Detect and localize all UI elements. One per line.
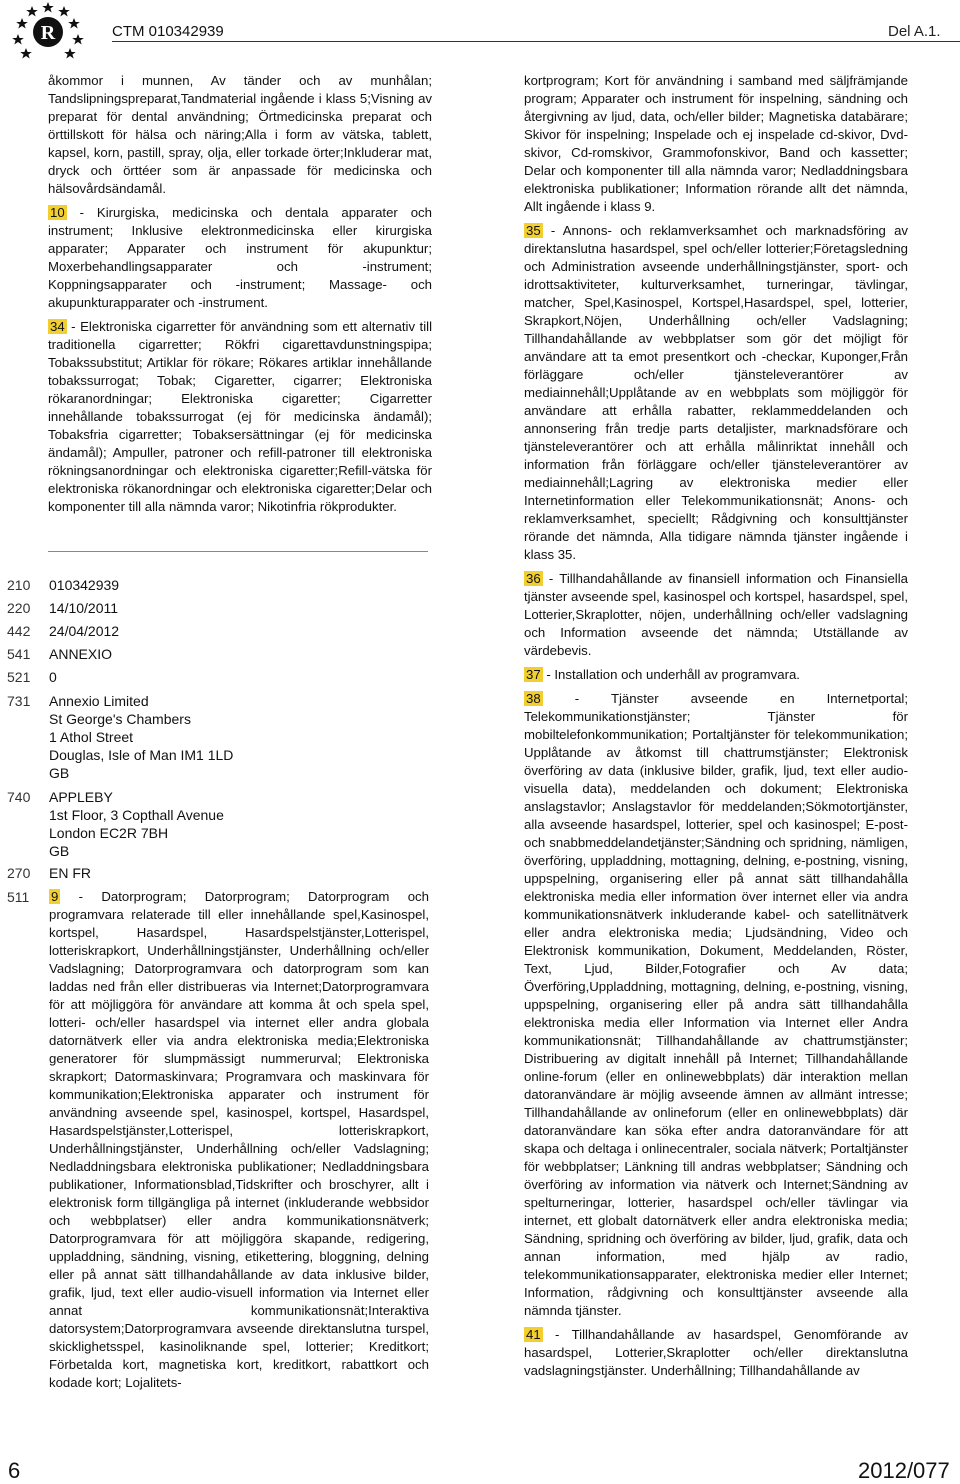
page-number: 6	[8, 1458, 21, 1483]
bulletin-issue: 2012/077	[858, 1458, 950, 1483]
right-column	[524, 72, 908, 1386]
goods-paragraph	[48, 72, 432, 198]
document-id: CTM 010342939	[112, 23, 224, 40]
application-number: 010342939	[49, 577, 120, 593]
class-number-badge: 41	[526, 1327, 541, 1342]
filing-date: 14/10/2011	[49, 600, 119, 616]
mark-word: ANNEXIO	[49, 646, 113, 662]
class-38-paragraph	[524, 690, 908, 1320]
paragraph-text: - Tillhandahållande av finansiell information och Finansiella tjänster avseende spel, kasinospel och kortspel, hasardspel, spel, Lotterier,Skraplotter, nöjen, underhållning och/eller vadslagning och Information avseende det nämnda; Utställande av värdebevis.	[524, 571, 908, 658]
paragraph-text: åkommor i munnen, Av tänder och av munhålan; Tandslipningspreparat,Tandmaterial ingående i klass 5;Visning av preparat för dental användning; Örtmedicinska preparat och örttillskott för hälsa och näring;Alla i form av vätska, tablett, kapsel, korn, pastill, spray, olja, eller torkade örter;Inkluderar mat, dryck och örttéer som är anpassade för medicinska och hälsovårdsändamål.	[48, 73, 432, 196]
paragraph-text: - Elektroniska cigarretter för användning som ett alternativ till traditionella cigarretter; Rökfri cigarettavdunstningspipa; Tobakssubstitut; Artiklar för rökare; Rökares artiklar innehållande tobakssurrogat; Tobak; Cigaretter, cigarrer; Elektroniska rökaranordningar; Elektroniska cigaretter; Cigarretter innehållande tobakssurrogat (ej för medicinska ändamål); Tobaksfria cigarretter; Tobaksersättningar (ej för medicinska ändamål); Ampuller, patroner och refill-patroner till elektroniska rökningsanordningar och elektroniska cigaretter;Refill-vätska för elektroniska rökanordningar och elektroniska cigaretter;Delar och komponenter till alla nämnda varor; Nikotinfria rökprodukter.	[48, 319, 432, 514]
paragraph-text: - Installation och underhåll av programvara.	[542, 667, 800, 682]
inid-code: 521	[7, 669, 31, 685]
class-number-badge: 36	[526, 571, 541, 586]
class-35-paragraph	[524, 222, 908, 564]
languages: EN FR	[49, 865, 91, 881]
inid-code: 511	[7, 889, 30, 905]
publication-date: 24/04/2012	[49, 623, 120, 639]
paragraph-text: - Annons- och reklamverksamhet och marknadsföring av direktanslutna hasardspel, spel och/eller lotterier;Företagsledning och Administration avseende underhållningstjänster, sport- och idrottsaktiviteter, kulturverksamhet, turneringar, tävlingar, matcher, Spel,Kasinospel, Kortspel,Hasardspel, spel, lotterier, Skrapkort,Nöjen, Underhållning och/eller Vadslagning; Tillhandahållande av webbplatser som gör det möjligt för användare att ta emot presentkort och -checkar, Kuponger,Från förläggare och/eller tjänsteleverantörer av mediainnehåll;Upplåtande av en webbplats som möjliggör för användare att erhålla rabatter, reklammeddelanden och annonsering från tredje parts detaljister, marknadsförare och tjänsteleverantörer och att erhålla målinriktat innehåll och information från förläggare och/eller tjänsteleverantörer av mediainnehåll;Lagring av elektroniska medier eller Internetinformation eller Telekommunikationsnät; Anons- och reklamverksamhet, speciellt; Rådgivning och konsulttjänster rörande det nämnda, Alla tidigare nämnda tjänster ingående i klass 35.	[524, 223, 908, 562]
paragraph-text: kortprogram; Kort för användning i samband med säljfrämjande program; Apparater och instrument för inspelning, sändning och återgivning av ljud, data, och/eller bilder; Magnetiska databärare; Skivor för inspelning; Inspelade och ej inspelade cd-skivor, Dvd-skivor, Cd-romskivor, Grammofonskivor, Band och kassetter; Delar och komponenter till alla nämnda varor; Nedladdningsbara elektroniska publikationer; Information rörande allt det nämnda, Allt ingående i klass 9.	[524, 73, 908, 214]
class-34-paragraph	[48, 318, 432, 516]
class-41-paragraph	[524, 1326, 908, 1380]
inid-code: 220	[7, 600, 31, 616]
class-36-paragraph	[524, 570, 908, 660]
inid-code: 731	[7, 693, 31, 709]
class-number-badge: 35	[526, 223, 541, 238]
applicant-address: Annexio Limited St George's Chambers 1 Athol Street Douglas, Isle of Man IM1 1LD GB	[49, 693, 234, 781]
svg-text:R: R	[40, 22, 56, 44]
inid-code: 270	[7, 865, 31, 881]
paragraph-text: - Datorprogram; Datorprogram; Datorprogram och programvara relaterade till eller innehållande spel,Kasinospel, kortspel, Hasardspel, Hasardspelstjänster,Lotterispel, lotteriskrapkort, Underhållningstjänster, Underhållning och/eller Vadslagning; Datorprogramvara och datorprogram som kan laddas ned från eller distribueras via Internet;Datorprogramvara för att möjliggöra för användare att komma åt och spela spel, lotteri- och/eller hasardspel via internet eller andra globala datornätverk eller via andra elektroniska media;Elektroniska generatorer för slumpmässigt nummerurval; Elektroniska skrapkort; Datormaskinvara; Programvara och maskinvara för kommunikation;Elektroniska apparater och instrument för användning avseende spel, kasinospel, kortspel, Hasardspel, Hasardspelstjänster,Lotterispel, lotteriskrapkort, Underhållningstjänster, Underhållning och/eller Vadslagning; Nedladdningsbara elektroniska publikationer; Nedladdningsbara publikationer, Informationsblad,Tidskrifter och broschyrer, allt i elektronisk form tillgängliga på internet (inkluderande webbsidor och webbplatser) eller andra kommunikationsnätverk; Datorprogramvara för att möjliggöra skapande, redigering, uppladdning, sändning, visning, etikettering, bloggning, delning eller på annat sätt tillhandahållande av data inklusive bilder, grafik, ljud, text eller audio-visuell information via Internet eller annat kommunikationsnät;Interaktiva datorsystem;Datorprogramvara avseende direktanslutna turspel, skicklighetsspel, kasinoliknande spel, lotterier; Kreditkort; Förbetalda kort, magnetiska kort, kreditkort, rabattkort och kodade kort; Lojalitets-	[49, 889, 429, 1390]
class-10-paragraph	[48, 204, 432, 312]
header-rule	[112, 41, 960, 42]
class-number-badge: 37	[526, 667, 541, 682]
representative-address: APPLEBY 1st Floor, 3 Copthall Avenue London EC2R 7BH GB	[49, 789, 224, 859]
inid-code: 442	[7, 623, 31, 639]
goods-and-services	[49, 888, 429, 1392]
class-37-paragraph	[524, 666, 908, 684]
inid-code: 210	[7, 577, 31, 593]
paragraph-text: - Tjänster avseende en Internetportal; Telekommunikationstjänster; Tjänster för mobiltelefonkommunikation; Portaltjänster för telekommunikation; Upplåtande av åtkomst till chattrumstjänster; Elektronisk överföring av data (inklusive bilder, grafik, ljud, text eller audio-visuella data), meddelanden och dokument; Elektroniska anslagstavlor; Anslagstavlor för meddelanden;Sökmotortjänster, alla avseende hasardspel, lotterier, spel och kasinospel; E-post- och snabbmeddelandetjänster;Sändning och spridning, nämligen, överföring, uppladdning, mottagning, delning, e-postning, visning, uppspelning, organisering eller på annat sätt tillhandahålla elektroniska media eller information över internet eller via andra kommunikationsnätverk inkluderande kabel- och satellitnätverk eller andra elektroniska media; Ljudsändning, Video och Elektronisk kommunikation, Dokument, Meddelanden, Röster, Text, Ljud, Bilder,Fotografier och Av data; Överföring,Uppladdning, mottagning, delning, e-postning, visning, uppspelning, organisering eller på andra sätt tillhandahålla elektroniska media eller Information via Internet eller Andra kommunikationsnät; Tillhandahållande av chattrumstjänster; Distribuering av digitalt innehåll på Internet; Tillhandahållande online-forum (eller en onlinewebbplats) där interaktion mellan datoranvändare är möjlig avseende ämnen av allmänt intresse; Tillhandahållande av onlineforum (eller en onlinewebbplats) där datoranvändare kan söka efter andra datoranvändare för att skapa och deltaga i onlinecentraler, sociala nätverk; Portaltjänster för webbplatser; Länkning till andras webbplatser; Sändning och överföring av information via nätverk och Internet;Sändning av spelturneringar, lotterier, hasardspel och/eller tävlingar via internet, ett globalt datornätverk eller andra elektroniska media; Sändning, spridning och överföring av bilder, ljud, grafik, data och annan information, med hjälp av radio, telekommunikationsapparater, elektroniska medier eller Internet; Information, rådgivning och konsulttjänster avseende alla nämnda tjänster.	[524, 691, 908, 1318]
class-number-badge: 9	[51, 889, 59, 904]
class-number-badge: 10	[50, 205, 65, 220]
class-number-badge: 38	[526, 691, 541, 706]
distinctiveness-indicator: 0	[49, 669, 57, 685]
left-column	[48, 72, 432, 522]
euipo-stars-logo	[6, 0, 90, 62]
section-divider	[48, 551, 428, 552]
inid-code: 740	[7, 789, 31, 805]
class-9-continuation	[524, 72, 908, 216]
paragraph-text: - Kirurgiska, medicinska och dentala apparater och instrument; Inklusive elektronmedicinska eller kirurgiska apparater; Apparater och instrument för akupunktur; Moxerbehandlingsapparater och -instrument; Koppningsapparater och -instrument; Massage- och akupunkturapparater och -instrument.	[48, 205, 432, 310]
class-number-badge: 34	[50, 319, 65, 334]
document-part: Del A.1.	[888, 23, 941, 40]
inid-code: 541	[7, 646, 31, 662]
paragraph-text: - Tillhandahållande av hasardspel, Genomförande av hasardspel, Lotterier,Skraplotter och/eller direktanslutna vadslagningstjänster. Underhållning; Tillhandahållande av	[524, 1327, 908, 1378]
